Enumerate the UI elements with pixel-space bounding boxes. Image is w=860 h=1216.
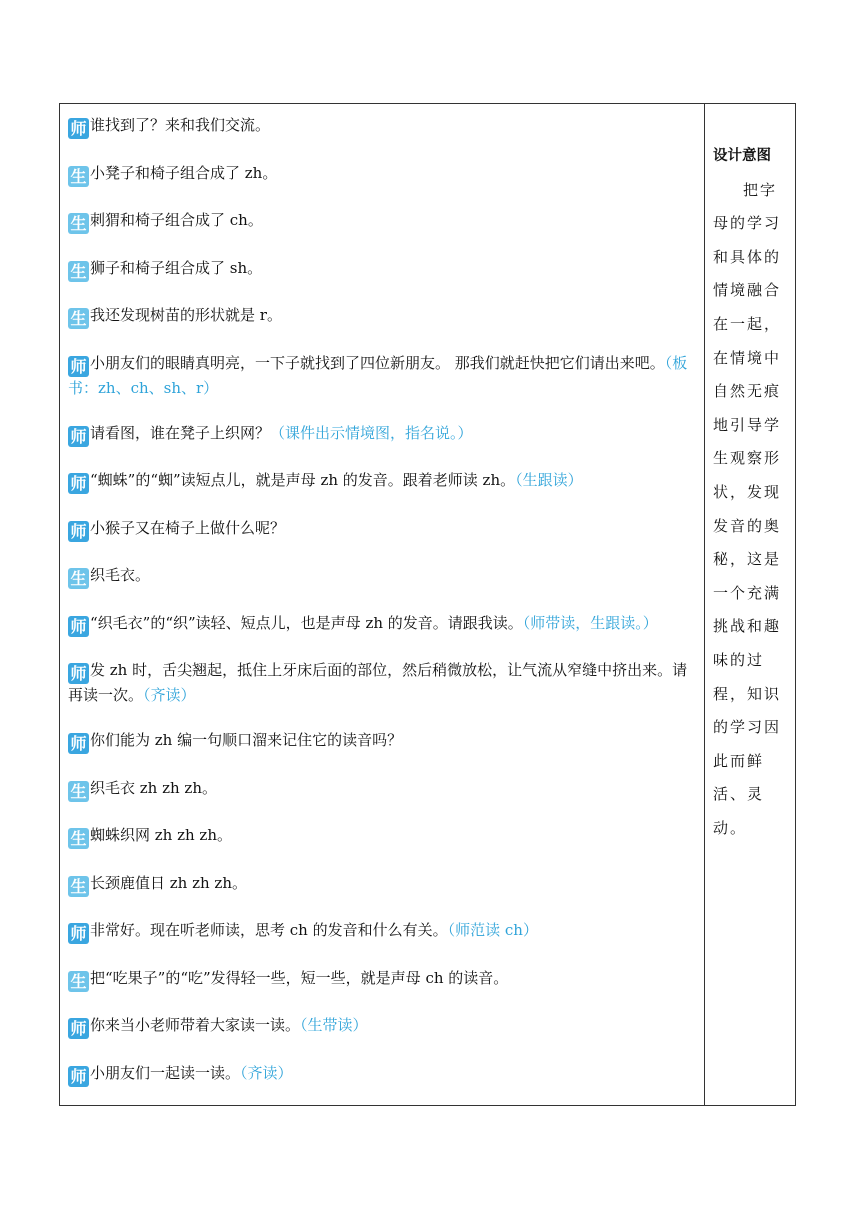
student-badge: 生	[68, 781, 89, 802]
line-text: 你们能为 zh 编一句顺口溜来记住它的读音吗？	[90, 731, 403, 749]
stage-note: （生带读）	[300, 1016, 368, 1034]
teacher-badge: 师	[68, 521, 89, 542]
teacher-line	[68, 659, 700, 707]
student-line	[68, 564, 700, 589]
student-badge: 生	[68, 166, 89, 187]
line-text: “织毛衣”的“织”读轻、短点儿，也是声母 zh 的发音。请跟我读。	[90, 613, 523, 632]
stage-note: （师范读 ch）	[447, 921, 538, 939]
line-text: 小朋友们一起读一读。	[90, 1063, 241, 1082]
student-line	[68, 777, 700, 802]
line-text: 小猴子又在椅子上做什么呢？	[90, 518, 286, 537]
lesson-table	[59, 103, 796, 1106]
teacher-line	[68, 612, 700, 637]
student-badge: 生	[68, 308, 89, 329]
design-intent-title: 设计意图	[713, 148, 771, 164]
student-line	[68, 162, 700, 187]
teacher-badge: 师	[68, 663, 89, 684]
stage-note: （齐读）	[143, 686, 196, 704]
stage-note: （师带读，生跟读。）	[522, 613, 658, 632]
student-badge: 生	[68, 568, 89, 589]
teacher-line	[68, 422, 700, 447]
student-line	[68, 872, 700, 897]
teacher-line	[68, 114, 700, 139]
teacher-badge: 师	[68, 118, 89, 139]
teacher-badge: 师	[68, 356, 89, 377]
teacher-line	[68, 1014, 700, 1039]
line-text: “蜘蛛”的“蜘”读短点儿，就是声母 zh 的发音。跟着老师读 zh。	[90, 471, 516, 489]
line-text: 你来当小老师带着大家读一读。	[90, 1016, 301, 1034]
line-text: 织毛衣 zh zh zh。	[90, 778, 217, 797]
teacher-badge: 师	[68, 733, 89, 754]
student-badge: 生	[68, 971, 89, 992]
stage-note: （课件出示情境图，指名说。）	[270, 423, 473, 442]
line-text: 刺猬和椅子组合成了 ch。	[90, 211, 263, 229]
line-text: 织毛衣。	[90, 566, 151, 584]
design-intent-column	[713, 140, 793, 845]
teacher-badge: 师	[68, 923, 89, 944]
student-badge: 生	[68, 828, 89, 849]
student-badge: 生	[68, 876, 89, 897]
teacher-badge: 师	[68, 616, 89, 637]
line-text: 我还发现树苗的形状就是 r。	[90, 306, 282, 324]
teacher-line	[68, 1062, 700, 1087]
teacher-badge: 师	[68, 473, 89, 494]
student-line	[68, 824, 700, 849]
student-line	[68, 209, 700, 234]
line-text: 发 zh 时，舌尖翘起，抵住上牙床后面的部位，然后稍微放松，让气流从窄缝中挤出来。请再读一次。	[68, 661, 688, 704]
student-badge: 生	[68, 261, 89, 282]
line-text: 小朋友们的眼睛真明亮，一下子就找到了四位新朋友。 那我们就赶快把它们请出来吧。	[90, 353, 665, 372]
line-text: 长颈鹿值日 zh zh zh。	[90, 873, 247, 892]
teacher-line	[68, 517, 700, 542]
line-text: 狮子和椅子组合成了 sh。	[90, 258, 263, 277]
teacher-badge: 师	[68, 1066, 89, 1087]
line-text: 蜘蛛织网 zh zh zh。	[90, 826, 232, 844]
line-text: 谁找到了？来和我们交流。	[90, 116, 271, 134]
teacher-line	[68, 352, 700, 400]
stage-note: （齐读）	[240, 1063, 293, 1082]
line-text: 小凳子和椅子组合成了 zh。	[90, 163, 278, 182]
line-text: 非常好。现在听老师读，思考 ch 的发音和什么有关。	[90, 921, 448, 939]
student-line	[68, 257, 700, 282]
teacher-line	[68, 919, 700, 944]
stage-note: （生跟读）	[515, 471, 583, 489]
column-divider	[704, 104, 705, 1105]
teacher-badge: 师	[68, 426, 89, 447]
design-intent-text: 把字母的学习和具体的情境融合在一起，在情境中自然无痕地引导学生观察形状，发现发音的奥秘，这是一个充满挑战和趣味的过程，知识的学习因此而鲜活、灵动。	[713, 180, 782, 837]
dialogue-column	[68, 114, 700, 1109]
student-badge: 生	[68, 213, 89, 234]
line-text: 请看图，谁在凳子上织网？	[90, 423, 271, 442]
line-text: 把“吃果子”的“吃”发得轻一些，短一些，就是声母 ch 的读音。	[90, 968, 509, 987]
student-line	[68, 304, 700, 329]
teacher-line	[68, 729, 700, 754]
stage-note: （板书：zh、ch、sh、r）	[68, 353, 688, 397]
student-line	[68, 967, 700, 992]
teacher-badge: 师	[68, 1018, 89, 1039]
teacher-line	[68, 469, 700, 494]
